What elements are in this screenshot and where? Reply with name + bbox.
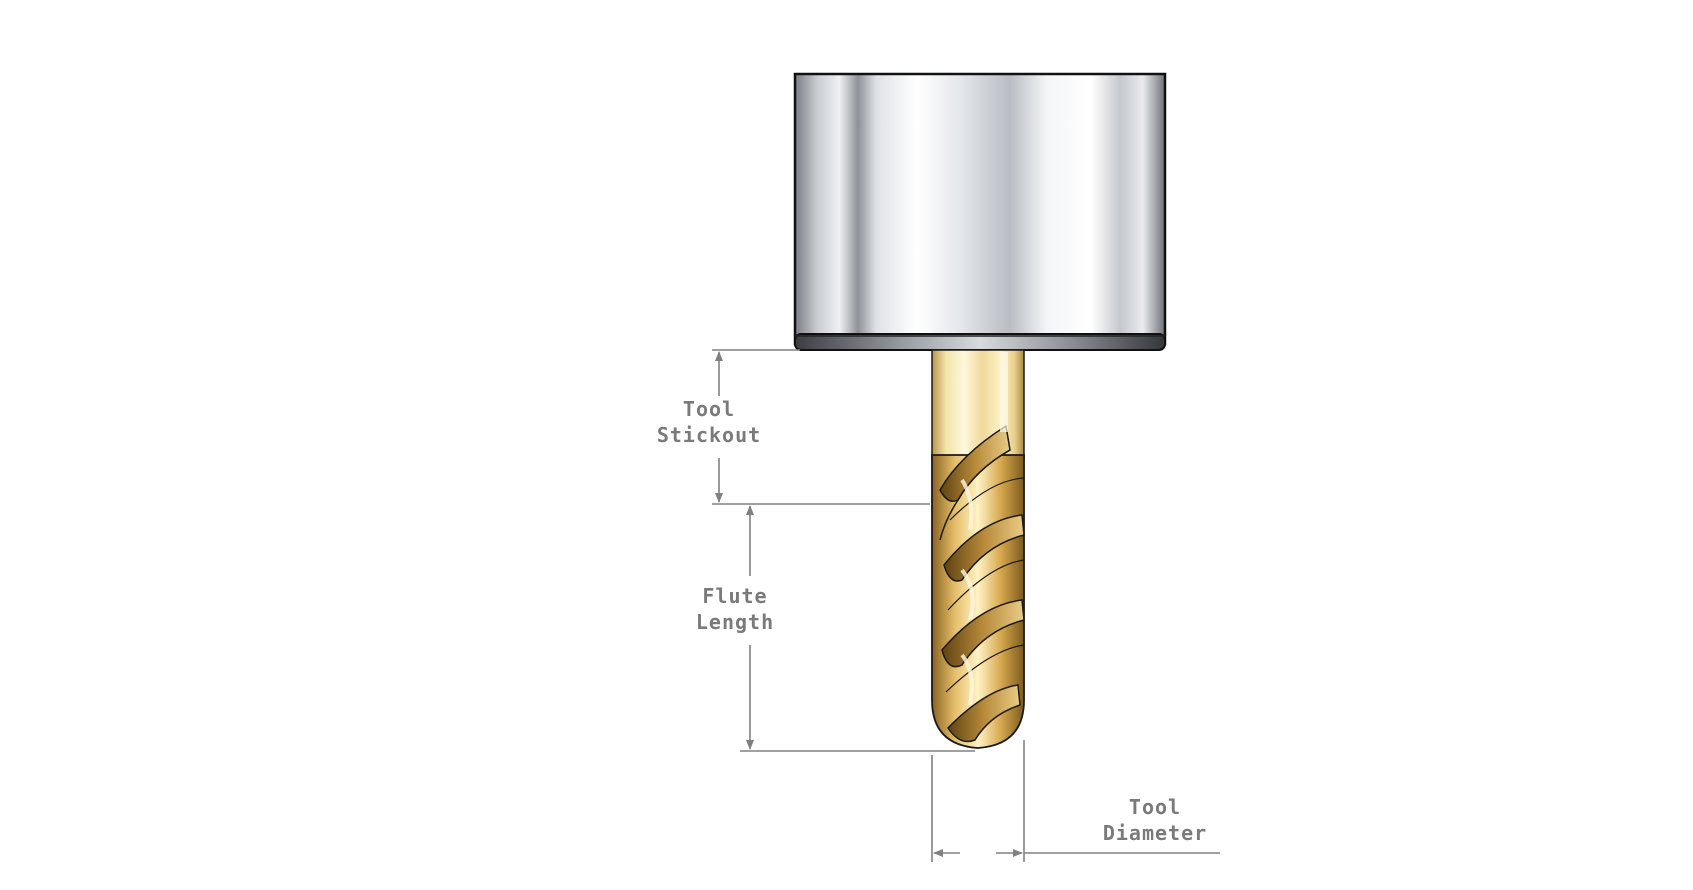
tool-stickout-label-line1: Tool <box>682 397 736 421</box>
tool-stickout-label-line2: Stickout <box>656 423 762 447</box>
tool-diameter-label <box>1090 794 1220 846</box>
flute-length-label-line1: Flute <box>702 584 768 608</box>
tool-diameter-label-line1: Tool <box>1128 795 1182 819</box>
end-mill-icon <box>932 350 1024 748</box>
tool-diameter-label-line2: Diameter <box>1102 821 1208 845</box>
flute-length-label-line2: Length <box>695 610 775 634</box>
tool-holder-icon <box>795 74 1165 350</box>
tool-stickout-label <box>644 396 774 448</box>
flute-length-label <box>670 583 800 635</box>
